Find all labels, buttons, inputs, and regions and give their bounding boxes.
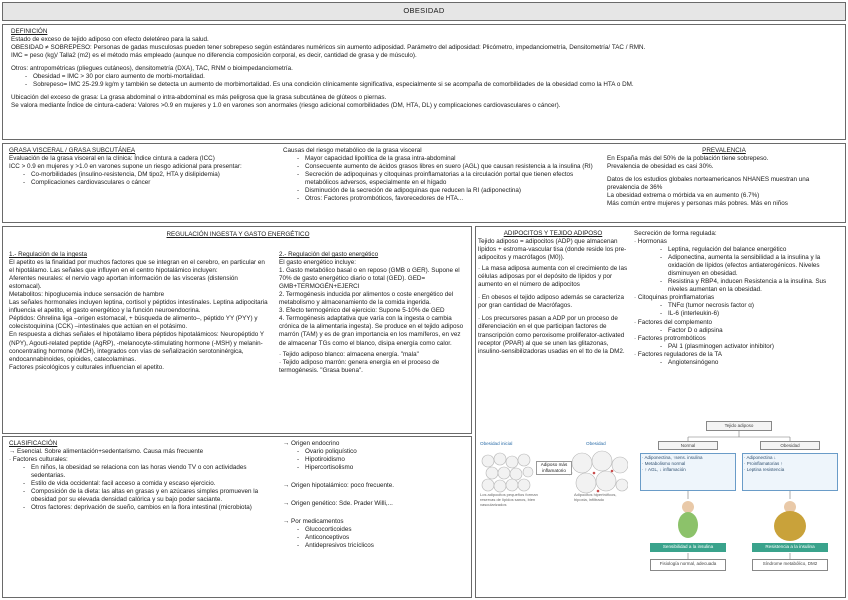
origen-endocrino: → Origen endocrino bbox=[283, 440, 340, 447]
adipocitos-para-4: · Los precursores pasan a ADP por un proceso de diferenciación en el que participan factores de transcripción como peroxisome proliferator-activated receptor (PPAR) al que se unen las glitazonas, insulino-sensibilizadoras usadas en el tto de la DM2. bbox=[478, 315, 625, 355]
definicion-line-3: IMC = peso (kg)/ Talla2 (m2) es el método más empleado (aunque no diferencia composición corporal, es decir, cantidad de grasa y de músculo). bbox=[11, 52, 417, 60]
endocrino-item-1: - Ovario poliquístico bbox=[297, 448, 467, 456]
causas-column bbox=[283, 147, 595, 203]
prevalencia-heading: PREVALENCIA bbox=[702, 147, 746, 154]
secrecion-hormonas: · Hormonas bbox=[634, 238, 667, 246]
gasto-line-4: 3. Efecto termogénico del ejercicio: Supone 5-10% de GED bbox=[279, 307, 445, 315]
gasto-line-2: 1. Gasto metabólico basal o en reposo (GMB o GER). Supone el 70% de gasto energético diario o total (GED). GED= GMB+TERMOGÉN+EJERCI bbox=[279, 267, 460, 291]
grasa-bullet-1: - Co-morbilidades (insulino-resistencia, DM tipo2, HTA y dislipidemia) bbox=[23, 171, 277, 179]
ingesta-line-4: Las señales hormonales incluyen leptina, cortisol y péptidos intestinales. Leptina adipocitaria influencia el apetito, el gasto energético y la función neuroendocrina. bbox=[9, 299, 268, 315]
clasificacion-line-2: · Factores culturales: bbox=[9, 456, 68, 464]
clasificacion-bullet-3: - Composición de la dieta: las altas en grasas y en azúcares simples promueven la obesidad por su elevada densidad calórica y su bajo poder saciante. bbox=[23, 488, 277, 504]
prevalencia-column bbox=[607, 147, 841, 208]
definicion-bullet-1: - Obesidad = IMC > 30 por claro aumento de morbi-mortalidad. bbox=[25, 73, 837, 81]
grasa-line-1: Evaluación de la grasa visceral en la clínica: Índice cintura a cadera (ICC) bbox=[9, 155, 215, 163]
figure-left-label: Obesidad inicial bbox=[480, 441, 513, 446]
diagram-left-green: Sensibilidad a la insulina bbox=[650, 543, 726, 552]
grasa-line-2: ICC > 0.9 en mujeres y >1.0 en varones supone un riesgo adicional para presentar: bbox=[9, 163, 242, 171]
medicamentos-item-1: - Glucocorticoides bbox=[297, 526, 467, 534]
adipocitos-para-1: Tejido adiposo = adipocitos (ADP) que almacenan lípidos + estroma-vascular tisa (donde reside los pre-adipocitos y macrófagos (M0)). bbox=[478, 238, 627, 262]
diagram-right-item-2: · Proinflamatorias ↑ bbox=[744, 460, 783, 466]
clasificacion-line-1: → Esencial. Sobre alimentación+sedentarismo. Causa más frecuente bbox=[9, 448, 204, 456]
diagram-left-item-2: · Metabolismo normal bbox=[642, 460, 686, 466]
hormonas-item-3: - Resistina y RBP4, inducen Resistencia a la insulina. Sus niveles aumentan en la obesidad. bbox=[660, 278, 842, 294]
diagram-right-items bbox=[742, 453, 838, 491]
gasto-line-1: El gasto energético incluye: bbox=[279, 259, 357, 267]
gasto-line-3: 2. Termogénesis inducida por alimentos o coste energético del metabolismo y almacenamiento de la comida ingerida. bbox=[279, 291, 454, 307]
clasificacion-heading: CLASIFICACIÓN bbox=[9, 440, 58, 447]
protromboticos-item-1: - PAI 1 (plasminogen activator inhibitor) bbox=[660, 343, 842, 351]
secrecion-ta: · Factores reguladores de la TA bbox=[634, 350, 722, 358]
page-title bbox=[2, 2, 846, 21]
diagram-right-bottom: Síndrome metabólico, DM2 bbox=[752, 559, 828, 571]
origen-hipotalamico: → Origen hipotalámico: poco frecuente. bbox=[283, 482, 394, 490]
clasificacion-bullet-2: - Estilo de vida occidental: facil acceso a comida y escaso ejercicio. bbox=[23, 480, 277, 488]
figure-center-label: Adiposo más inflamatorio bbox=[536, 461, 572, 475]
causas-bullet-3: - Secreción de adipoquinas y citoquinas proinflamatorias a la circulación portal que tienen efectos metabólicos adversos, especialmente en el hígado bbox=[297, 171, 595, 187]
ingesta-heading: 1.- Regulación de la ingesta bbox=[9, 251, 88, 258]
secrecion-citoquinas: · Citoquinas proinflamatorias bbox=[634, 294, 715, 302]
clasificacion-section bbox=[2, 436, 472, 598]
diagram-right-item-1: · Adiponectina ↓ bbox=[744, 455, 777, 460]
definicion-heading: DEFINICIÓN bbox=[11, 28, 48, 35]
grasa-heading: GRASA VISCERAL / GRASA SUBCUTÁNEA bbox=[9, 147, 136, 154]
causas-bullet-4: - Disminución de la secreción de adipoquinas que reducen la RI (adiponectina) bbox=[297, 187, 595, 195]
endocrino-item-3: - Hipercortisolismo bbox=[297, 464, 467, 472]
hormonas-item-2: - Adiponectina, aumenta la sensibilidad a la insulina y la oxidación de lípidos (efectos antiaterogénicos. Niveles disminuyen en obesidad. bbox=[660, 254, 842, 278]
gasto-heading: 2.- Regulación del gasto energético bbox=[279, 251, 379, 258]
diagram-left-items bbox=[640, 453, 736, 491]
diagram-right-title: Obesidad bbox=[760, 441, 820, 450]
medicamentos-item-3: - Antidepresivos tricíclicos bbox=[297, 542, 467, 550]
prevalencia-line-4: Datos de los estudios globales norteamericanos NHANES muestran una prevalencia de 36% bbox=[607, 176, 810, 192]
adipocitos-heading: ADIPOCITOS Y TEJIDO ADIPOSO bbox=[503, 230, 603, 237]
adipocitos-section bbox=[475, 226, 846, 598]
grasa-prevalencia-section bbox=[2, 143, 846, 223]
adipose-diagram bbox=[636, 419, 842, 595]
gasto-line-8: · Tejido adiposo marrón: genera energía en el proceso de termogénesis. "Grasa buena". bbox=[279, 358, 440, 374]
adipocitos-column bbox=[478, 230, 628, 356]
ingesta-line-3: Metabolitos: hipoglucemia induce sensación de hambre bbox=[9, 291, 165, 299]
adipose-figure bbox=[478, 441, 628, 515]
prevalencia-line-5: La obesidad extrema o mórbida va en aumento (6.7%) bbox=[607, 192, 760, 200]
citoquinas-item-1: - TNFα (tumor necrosis factor α) bbox=[660, 302, 842, 310]
causas-bullet-5: - Otros: Factores protrombóticos, favorecedores de HTA... bbox=[297, 195, 595, 203]
clasificacion-left-column bbox=[9, 440, 277, 512]
diagram-left-item-3: · ↑ AGL, ↓ inflamación bbox=[642, 466, 686, 472]
secrecion-heading: Secreción de forma regulada: bbox=[634, 230, 717, 237]
gasto-column bbox=[279, 251, 467, 375]
complemento-item-1: - Factor D o adipsina bbox=[660, 327, 842, 335]
secrecion-protromboticos: · Factores protrombóticos bbox=[634, 334, 706, 342]
prevalencia-line-6: Más común entre mujeres y personas más pobres. Más en niños bbox=[607, 200, 788, 208]
citoquinas-item-2: - IL-6 (interleukin-6) bbox=[660, 310, 842, 318]
ingesta-line-2: Aferentes neurales: el nervio vago aportan información de las vísceras (distensión estomacal). bbox=[9, 275, 238, 291]
definicion-otros: Otros: antropométricas (pliegues cutáneos), densitometría (DXA), TAC, RNM o bioimpedanciometría. bbox=[11, 65, 293, 73]
ingesta-line-5: Péptidos: Ghrelina liga –origen estomacal, + búsqueda de alimento–, péptido YY (PYY) y colecistoquinina (CCK) –intestinales que actúan en el potásimo. bbox=[9, 315, 258, 331]
regulacion-section bbox=[2, 226, 472, 434]
prevalencia-line-1: En España más del 50% de la población tiene sobrepeso. bbox=[607, 155, 769, 163]
definicion-line-2: OBESIDAD ≠ SOBREPESO: Personas de gadas musculosas pueden tener sobrepeso según estándares numéricos sin aumento adiposidad. Parámetro del adiposidad: Plicómetro, impedanciometría, Densitometría/ TAC / RMN. bbox=[11, 44, 646, 52]
figure-right-label: Obesidad bbox=[586, 441, 606, 446]
diagram-right-item-3: · Leptina resistencia bbox=[744, 466, 785, 472]
diagram-right-green: Resistencia a la insulina bbox=[752, 543, 828, 552]
ingesta-column bbox=[9, 251, 271, 372]
gasto-line-5: 4. Termogénesis adaptativa que varía con la ingesta o cambia crónica de la alimentaria ingesta). Se produce en el tejido adiposo marrón (TAM) y es de gran importancia en los mamíferos, en vez de almacenar TGs como el blanco, disipa energía como calor. bbox=[279, 315, 464, 347]
figure-right-caption: Adipocitos hipertróficos, hipoxia, infiltrado bbox=[574, 492, 617, 502]
person-obese bbox=[774, 501, 806, 541]
causas-bullet-2: - Consecuente aumento de ácidos grasos libres en suero (AGL) que causan resistencia a la insulina (RI) bbox=[297, 163, 595, 171]
diagram-top: Tejido adiposo bbox=[706, 421, 772, 431]
gasto-line-7: · Tejido adiposo blanco: almacena energía. "mala" bbox=[279, 350, 419, 358]
adipocitos-para-2: · La masa adiposa aumenta con el crecimiento de las células adiposas por el depósito de lípidos y por aumento en el número de adipocitos bbox=[478, 265, 628, 289]
definicion-section bbox=[2, 24, 846, 140]
clasificacion-bullet-4: - Otros factores: deprivación de sueño, cambios en la flora intestinal (microbiota) bbox=[23, 504, 277, 512]
definicion-ubicacion-1: Ubicación del exceso de grasa: La grasa abdominal o intra-abdominal es más peligrosa que la grasa subcutánea de glúteos o piernas. bbox=[11, 94, 387, 102]
origen-medicamentos: → Por medicamentos bbox=[283, 518, 344, 526]
ingesta-line-7: Factores psicológicos y culturales influencian el apetito. bbox=[9, 363, 165, 371]
grasa-column bbox=[9, 147, 277, 187]
figure-left-caption: Los adipocitos pequeños forman reservas de lípidos sanos, bien vascularizados bbox=[480, 492, 538, 507]
definicion-ubicacion-2: Se valora mediante Índice de cintura-cadera: Valores >0.9 en mujeres y 1.0 en varones son anormales (riesgo adicional comorbilidades (DM, HTA, DL) y complicaciones cardiovasculares o cáncer). bbox=[11, 102, 561, 110]
diagram-left-title: Normal bbox=[658, 441, 718, 450]
diagram-left-bottom: Fisiología normal, adecuada bbox=[650, 559, 726, 571]
origen-genetico: → Origen genético: Sde. Prader Willi,... bbox=[283, 500, 393, 508]
definicion-bullet-2: - Sobrepeso= IMC 25-29.9 kg/m y también se detecta un aumento de morbimortalidad. Es una condición clínicamente significativa, especialmente si se acompaña de comorbilidades de la obesidad como la HTA o DM. bbox=[25, 81, 837, 89]
prevalencia-line-2: Prevalencia de obesidad es casi 30%. bbox=[607, 163, 714, 171]
ingesta-line-1: El apetito es la finalidad por muchos factores que se integran en el cerebro, en particular en el hipotálamo. Las señales que influyen en el centro hipotalámico incluyen: bbox=[9, 259, 265, 275]
medicamentos-item-2: - Anticonceptivos bbox=[297, 534, 467, 542]
definicion-line-1: Estado de exceso de tejido adiposo con efecto deletéreo para la salud. bbox=[11, 36, 209, 44]
secrecion-complemento: · Factores del complemento bbox=[634, 318, 713, 326]
diagram-left-item-1: · Adiponectina, ↑sens. insulina bbox=[642, 455, 703, 460]
grasa-bullet-2: - Complicaciones cardiovasculares o cáncer bbox=[23, 179, 277, 187]
endocrino-item-2: - Hipotiroidismo bbox=[297, 456, 467, 464]
person-normal bbox=[678, 501, 698, 538]
page-title-text: OBESIDAD bbox=[403, 6, 445, 15]
ingesta-line-6: En respuesta a dichas señales el hipotálamo libera péptidos hipotalámicos: Neuropéptido Y (NPY), Agouti-related peptide (AgRP), -melanocyte-stimulating hormone (-MSH) y melanin-concentrating hormone (MCH), integrados con vías de señalización serotoninérgica, endocannabinoides, opioides, catecolaminas. bbox=[9, 331, 264, 363]
secrecion-column bbox=[634, 230, 842, 367]
causas-bullet-1: - Mayor capacidad lipolítica de la grasa intra-abdominal bbox=[297, 155, 595, 163]
clasificacion-bullet-1: - En niños, la obesidad se relaciona con las horas viendo TV o con actividades sedentarias. bbox=[23, 464, 277, 480]
ta-item-1: - Angiotensinógeno bbox=[660, 359, 842, 367]
adipocitos-para-3: · En obesos el tejido adiposo además se caracteriza por gran cantidad de Macrófagos. bbox=[478, 294, 624, 310]
hormonas-item-1: - Leptina, regulación del balance energético bbox=[660, 246, 842, 254]
clasificacion-right-column bbox=[283, 440, 467, 550]
causas-heading: Causas del riesgo metabólico de la grasa visceral bbox=[283, 147, 422, 154]
regulacion-heading: REGULACIÓN INGESTA Y GASTO ENERGÉTICO bbox=[166, 231, 310, 238]
